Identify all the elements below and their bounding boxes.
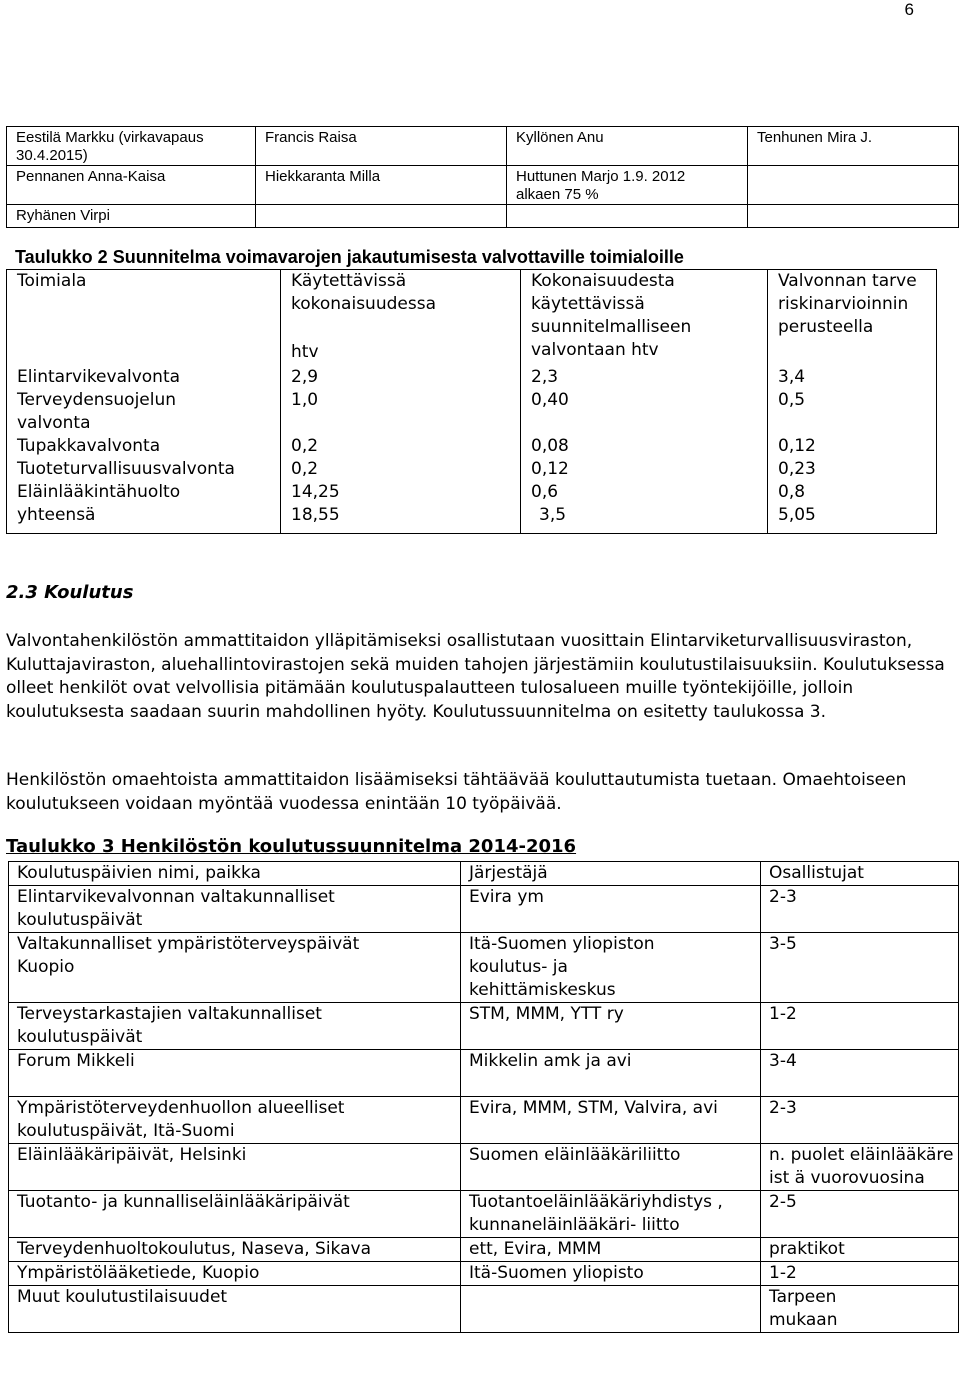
header-valvonnan-tarve: Valvonnan tarve riskinarvioinnin perusteella xyxy=(778,271,917,337)
table-cell: 2-5 xyxy=(761,1191,959,1238)
table-cell: Muut koulutustilaisuudet xyxy=(9,1286,461,1333)
table-cell: 2-3 xyxy=(761,886,959,933)
table-header-row xyxy=(9,862,959,886)
body-paragraph: Henkilöstön omaehtoista ammattitaidon lisäämiseksi tähtäävää kouluttautumista tuetaan. Omaehtoiseen koulutukseen voidaan myöntää vuodessa enintään 10 työpäivää. xyxy=(6,770,907,814)
table-cell xyxy=(748,205,959,228)
table-row xyxy=(9,933,959,1003)
training-table xyxy=(8,861,959,1333)
table-cell: 2,9 xyxy=(281,366,521,389)
table-cell: Suomen eläinlääkäriliitto xyxy=(461,1144,761,1191)
table-cell: 0,6 xyxy=(521,481,768,504)
table-cell: 18,55 xyxy=(281,504,521,534)
resource-table xyxy=(6,269,937,534)
table-cell: n. puolet eläinlääkäreist ä vuorovuosina xyxy=(761,1144,959,1191)
header-cell xyxy=(768,270,937,366)
table-cell: 0,12 xyxy=(768,435,937,458)
table-row xyxy=(7,389,937,435)
table-cell: 0,12 xyxy=(521,458,768,481)
table-cell: Elintarvikevalvonnan valtakunnalliset koulutuspäivät xyxy=(9,886,461,933)
header-cell xyxy=(7,270,281,366)
staff-table xyxy=(6,126,959,228)
table-cell: Terveydenhuoltokoulutus, Naseva, Sikava xyxy=(9,1238,461,1262)
header-cell: Järjestäjä xyxy=(461,862,761,886)
table-cell xyxy=(461,1286,761,1333)
header-cell: Osallistujat xyxy=(761,862,959,886)
table-row xyxy=(9,1238,959,1262)
table-cell: 0,5 xyxy=(768,389,937,435)
table-cell: 5,05 xyxy=(768,504,937,534)
table-cell: ett, Evira, MMM xyxy=(461,1238,761,1262)
table-cell: 2-3 xyxy=(761,1097,959,1144)
table-cell: Hiekkaranta Milla xyxy=(256,166,507,205)
table-cell: yhteensä xyxy=(17,504,96,525)
table-row xyxy=(7,481,937,504)
table-cell: Itä-Suomen yliopiston koulutus- ja kehittämiskeskus xyxy=(461,933,761,1003)
table-cell: 3,4 xyxy=(768,366,937,389)
table-cell: Valtakunnalliset ympäristöterveyspäivät Kuopio xyxy=(9,933,461,1003)
table-cell: Mikkelin amk ja avi xyxy=(461,1050,761,1097)
table-cell: Tarpeen mukaan xyxy=(761,1286,959,1333)
table-row xyxy=(7,366,937,389)
table-cell: 0,2 xyxy=(281,435,521,458)
table-cell xyxy=(748,166,959,205)
header-kokonaisuudesta: Kokonaisuudesta käytettävissä suunnitelmalliseen valvontaan htv xyxy=(531,271,692,360)
table-cell: 3,5 xyxy=(521,504,768,534)
table-cell: Evira ym xyxy=(461,886,761,933)
table-cell: Pennanen Anna-Kaisa xyxy=(7,166,256,205)
section-heading: 2.3 Koulutus xyxy=(6,582,134,603)
table-cell: Kyllönen Anu xyxy=(507,127,748,166)
table-cell: Evira, MMM, STM, Valvira, avi xyxy=(461,1097,761,1144)
table-cell: 3-4 xyxy=(761,1050,959,1097)
header-htv: htv xyxy=(291,341,319,362)
table-row xyxy=(7,205,959,228)
table-cell: 0,2 xyxy=(281,458,521,481)
body-paragraph: Valvontahenkilöstön ammattitaidon ylläpitämiseksi osallistutaan vuosittain Elintarviketurvallisuusviraston, Kuluttajaviraston, aluehallintovirastojen sekä muiden tahojen järjestämiin koulutustilaisuuksiin. Koulutuksessa olleet henkilöt ovat velvollisia pitämään koulutuspalautteen tulosalueen muille työntekijöille, jolloin koulutuksesta saadaan suurin mahdollinen hyöty. Koulutussuunnitelma on esitetty taulukossa 3. xyxy=(6,631,945,722)
table-cell: 0,08 xyxy=(521,435,768,458)
table-cell: Forum Mikkeli xyxy=(9,1050,461,1097)
table-cell: Terveystarkastajien valtakunnalliset koulutuspäivät xyxy=(9,1003,461,1050)
table-row xyxy=(9,886,959,933)
table-cell: Huttunen Marjo 1.9. 2012 alkaen 75 % xyxy=(507,166,748,205)
table-row xyxy=(9,1144,959,1191)
table-cell: praktikot xyxy=(761,1238,959,1262)
table-row xyxy=(7,127,959,166)
table-row xyxy=(7,166,959,205)
table-cell: Terveydensuojelun valvonta xyxy=(17,389,177,433)
table-cell: Tenhunen Mira J. xyxy=(748,127,959,166)
table-cell: Ryhänen Virpi xyxy=(7,205,256,228)
table-row xyxy=(7,458,937,481)
table-row xyxy=(7,435,937,458)
table-row xyxy=(7,504,937,534)
table-cell xyxy=(507,205,748,228)
table-cell: Ympäristöterveydenhuollon alueelliset koulutuspäivät, Itä-Suomi xyxy=(9,1097,461,1144)
table-cell: Tupakkavalvonta xyxy=(17,435,161,456)
table-row xyxy=(9,1050,959,1097)
table-cell: Eläinlääkäripäivät, Helsinki xyxy=(9,1144,461,1191)
table-cell: Itä-Suomen yliopisto xyxy=(461,1262,761,1286)
table-cell: Ympäristölääketiede, Kuopio xyxy=(9,1262,461,1286)
table-cell: Tuoteturvallisuusvalvonta xyxy=(17,458,235,479)
table-cell: 14,25 xyxy=(281,481,521,504)
table-cell: 2,3 xyxy=(521,366,768,389)
table-cell: 1-2 xyxy=(761,1262,959,1286)
table-cell: 0,8 xyxy=(768,481,937,504)
table-cell: 0,40 xyxy=(521,389,768,435)
table-cell: 1,0 xyxy=(281,389,521,435)
table2-caption: Taulukko 2 Suunnitelma voimavarojen jakautumisesta valvottaville toimialoille xyxy=(15,247,684,267)
table-cell: 1-2 xyxy=(761,1003,959,1050)
table-cell: Elintarvikevalvonta xyxy=(17,366,181,387)
table-cell: STM, MMM, YTT ry xyxy=(461,1003,761,1050)
table-cell: 0,23 xyxy=(768,458,937,481)
table-cell xyxy=(256,205,507,228)
header-toimiala: Toimiala xyxy=(17,271,87,291)
table3-caption: Taulukko 3 Henkilöstön koulutussuunnitelma 2014-2016 xyxy=(6,836,577,857)
table-row xyxy=(9,1003,959,1050)
table-cell: Francis Raisa xyxy=(256,127,507,166)
header-cell xyxy=(521,270,768,366)
table-row xyxy=(9,1286,959,1333)
header-cell xyxy=(281,270,521,366)
table-row xyxy=(9,1097,959,1144)
table-row xyxy=(9,1191,959,1238)
table-cell: 3-5 xyxy=(761,933,959,1003)
table-cell: Eestilä Markku (virkavapaus 30.4.2015) xyxy=(7,127,256,166)
page-number: 6 xyxy=(904,0,914,19)
header-cell: Koulutuspäivien nimi, paikka xyxy=(9,862,461,886)
table-cell: Eläinlääkintähuolto xyxy=(17,481,181,502)
table-cell: Tuotanto- ja kunnalliseläinlääkäripäivät xyxy=(9,1191,461,1238)
table-cell: Tuotantoeläinlääkäriyhdistys , kunnaneläinlääkäri- liitto xyxy=(461,1191,761,1238)
table-row xyxy=(9,1262,959,1286)
header-kaytettavissa: Käytettävissä kokonaisuudessa xyxy=(291,271,436,314)
table-header-row xyxy=(7,270,937,366)
